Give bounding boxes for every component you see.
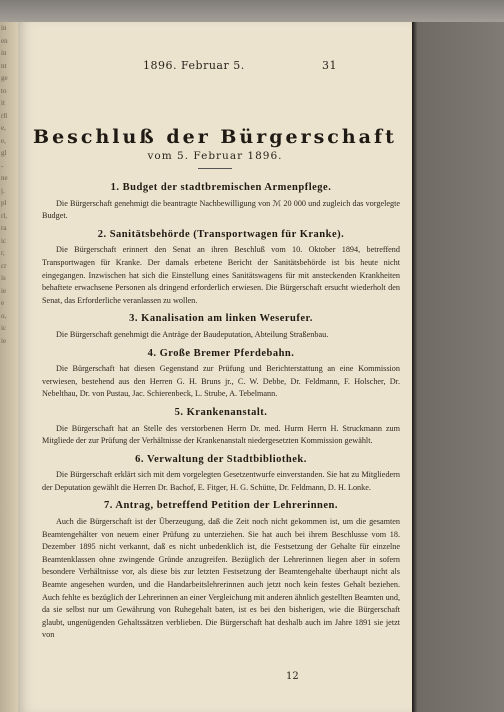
gutter-fragment: is — [1, 274, 6, 282]
document-subtitle: vom 5. Februar 1896. — [147, 150, 283, 162]
section-text: Die Bürgerschaft genehmigt die beantragte Nachbewilligung von ℳ 20 000 und zugleich das vorgelegte Budget. — [42, 198, 400, 221]
section-heading: 5. Krankenanstalt. — [174, 406, 268, 418]
section-6 — [42, 454, 400, 495]
section-heading: 1. Budget der stadtbremischen Armenpflege. — [110, 182, 332, 193]
gutter-fragment: gl — [1, 149, 7, 157]
section-text: Auch die Bürgerschaft ist der Überzeugung, daß die Zeit noch nicht gekommen ist, um die gesamten Beamtengehälter von neuem einer Prüfung zu unterziehen. Sie hat auch bei ihrem Beschlusse vom 18. Dezember 1895 nicht verkannt, daß es nicht unbedenklich ist, die Festsetzung der Gehalte für einzelne Beamtenklassen ohne zwingende Gründe anzugreifen. Bezüglich der Lehrerinnen liegen aber in sofern besondere Verhältnisse vor, als diese bis zur letzten Festsetzung der Beamtengehalte überhaupt nicht als Beamte angesehen wurden, und die Handarbeitslehrerinnen auch jetzt noch kein festes Gehalt beziehen. Auch fehlte es bezüglich der Lehrerinnen an einer Vergleichung mit anderen ähnlich gestellten Beamten und, da sie selbst nur um Gewährung von Ruhegehalt baten, ist es bei den bisherigen, wie die Bürgerschaft glaubt, ungenügenden Gehaltssätzen verblieben. Die Bürgerschaft hat deshalb auch im Jahre 1891 sie jetzt von — [42, 517, 400, 640]
gutter-fragment: - — [1, 161, 4, 170]
gutter-fragment: ic — [1, 236, 7, 245]
gutter-fragment: in — [1, 49, 7, 57]
gutter-fragment: ge — [1, 74, 8, 82]
section-heading: 6. Verwaltung der Stadtbibliothek. — [135, 453, 307, 465]
gutter-fragment: to — [1, 86, 7, 95]
resolution-sections — [42, 176, 400, 642]
gutter-fragment: e, — [1, 136, 6, 145]
page-gutter — [0, 22, 18, 712]
gutter-fragment: nt — [1, 61, 7, 70]
section-2 — [42, 229, 400, 308]
header-date: 1896. Februar 5. — [143, 59, 245, 72]
section-text: Die Bürgerschaft erinnert den Senat an ihren Beschluß vom 10. Oktober 1894, betreffend Transportwagen für Kranke. Der damals erbetene Bericht der Sanitätsbehörde ist bis heute nicht eingegangen. Inzwischen hat sich die Einstellung eines Sanitätswagens für mit ansteckenden Krankheiten behaftete erwachsene Personen als dringend erforderlich erwiesen. Die Bürgerschaft ersucht wiederholt den Senat, das Erforderliche veranlassen zu wollen. — [42, 245, 400, 305]
gutter-fragment: j. — [1, 186, 5, 195]
gutter-fragment: pl — [1, 199, 7, 207]
section-heading: 4. Große Bremer Pferdebahn. — [147, 347, 295, 359]
document-title: Beschluß der Bürgerschaft — [33, 126, 397, 148]
section-3 — [42, 313, 400, 341]
gutter-fragment: o, — [1, 311, 7, 320]
section-heading: 7. Antrag, betreffend Petition der Lehrerinnen. — [103, 500, 339, 512]
gutter-fragment: ie — [1, 336, 7, 345]
scanner-right-edge — [412, 22, 504, 712]
section-text: Die Bürgerschaft erklärt sich mit dem vorgelegten Gesetzentwurfe einverstanden. Sie hat zu Mitgliedern der Deputation gewählt die Herren Dr. Bachof, E. Fitger, H. G. Schütte, Dr. Feldmann, D. H. Lonke. — [42, 470, 400, 492]
section-text: Die Bürgerschaft hat an Stelle des verstorbenen Herrn Dr. med. Hurm Herrn H. Struckmann zum Mitgliede der zur Prüfung der Verhältnisse der Krankenanstalt niedergesetzten Kommission gewählt. — [42, 423, 400, 446]
gutter-fragment: en — [1, 36, 8, 45]
gutter-fragment: ic — [1, 324, 7, 332]
section-7 — [42, 500, 400, 642]
gutter-text-fragments — [1, 22, 17, 347]
gutter-fragment: it — [1, 99, 5, 107]
gutter-fragment: in — [1, 24, 7, 32]
section-text: Die Bürgerschaft genehmigt die Anträge der Baudeputation, Abteilung Straßenbau. — [56, 329, 329, 339]
gutter-fragment: cr — [1, 261, 7, 270]
gutter-fragment: r, — [1, 249, 5, 257]
gutter-fragment: ra — [1, 224, 7, 232]
gutter-fragment: ie — [1, 286, 7, 295]
title-rule — [198, 168, 232, 169]
section-text: Die Bürgerschaft hat diesen Gegenstand zur Prüfung und Berichterstattung an eine Kommission verwiesen, bestehend aus den Herren G. H. Bruns jr., C. W. Debbe, Dr. Feldmann, F. Holscher, Dr. Nebelthau, Dr. von Pustau, Jac. Schierenbeck, L. Strube, A. Tebelmann. — [42, 364, 400, 399]
gutter-fragment: ne — [1, 174, 8, 182]
section-heading: 2. Sanitätsbehörde (Transportwagen für Kranke). — [97, 228, 345, 240]
signature-mark: 12 — [286, 671, 299, 682]
running-header — [18, 59, 412, 73]
gutter-fragment: rl, — [1, 211, 8, 220]
section-1 — [42, 182, 400, 223]
section-4 — [42, 348, 400, 401]
scanner-top-edge — [0, 0, 504, 22]
gutter-fragment: rll — [1, 111, 8, 120]
gutter-fragment: e — [1, 299, 5, 307]
section-5 — [42, 407, 400, 448]
gutter-fragment: e, — [1, 124, 6, 132]
section-heading: 3. Kanalisation am linken Weserufer. — [129, 313, 313, 325]
page-number: 31 — [322, 59, 337, 72]
